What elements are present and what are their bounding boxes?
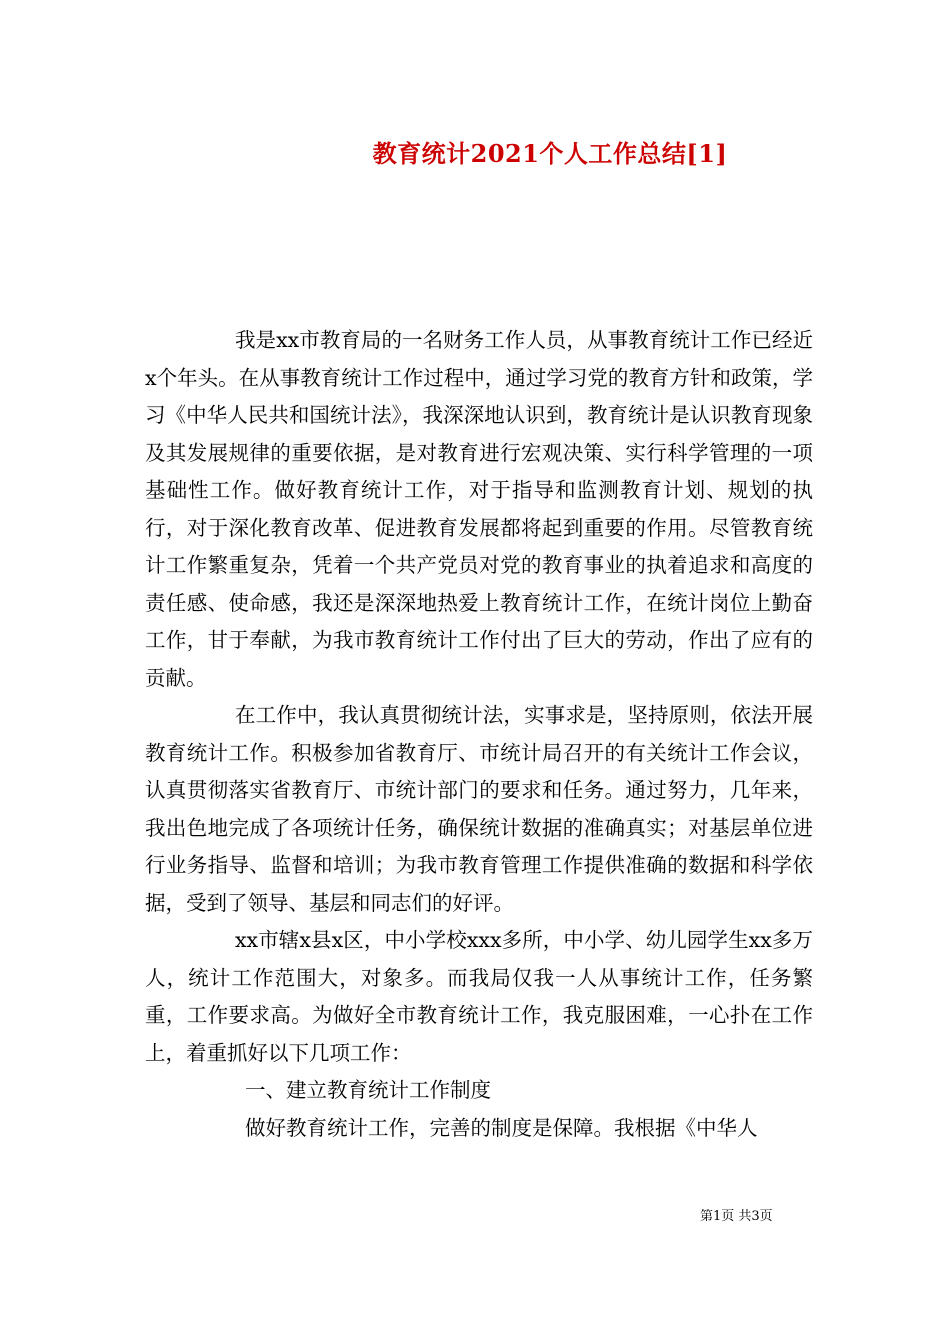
page-footer: 第1页 共3页 — [700, 1209, 773, 1224]
paragraph-3: xx市辖x县x区，中小学校xxx多所，中小学、幼儿园学生xx多万人，统计工作范围大，对象多。而我局仅我一人从事统计工作，任务繁重，工作要求高。为做好全市教育统计工作，我克服困难，一心扑在工作上，着重抓好以下几项工作： — [145, 928, 813, 1065]
paragraph-2: 在工作中，我认真贯彻统计法，实事求是，坚持原则，依法开展教育统计工作。积极参加省教育厅、市统计局召开的有关统计工作会议，认真贯彻落实省教育厅、市统计部门的要求和任务。通过努力，几年来，我出色地完成了各项统计任务，确保统计数据的准确真实；对基层单位进行业务指导、监督和培训；为我市教育管理工作提供准确的数据和科学依据，受到了领导、基层和同志们的好评。 — [145, 703, 813, 915]
paragraph-4: 做好教育统计工作，完善的制度是保障。我根据《中华人 — [245, 1115, 758, 1140]
section-heading: 一、建立教育统计工作制度 — [245, 1078, 491, 1102]
paragraph-1: 我是xx市教育局的一名财务工作人员，从事教育统计工作已经近x个年头。在从事教育统计工作过程中，通过学习党的教育方针和政策，学习《中华人民共和国统计法》，我深深地认识到，教育统计是认识教育现象及其发展规律的重要依据，是对教育进行宏观决策、实行科学管理的一项基础性工作。做好教育统计工作，对于指导和监测教育计划、规划的执行，对于深化教育改革、促进教育发展都将起到重要的作用。尽管教育统计工作繁重复杂，凭着一个共产党员对党的教育事业的执着追求和高度的责任感、使命感，我还是深深地热爱上教育统计工作，在统计岗位上勤奋工作，甘于奉献，为我市教育统计工作付出了巨大的劳动，作出了应有的贡献。 — [145, 328, 813, 690]
document-body — [145, 322, 813, 1147]
document-title: 教育统计2021个人工作总结[1] — [372, 139, 728, 168]
